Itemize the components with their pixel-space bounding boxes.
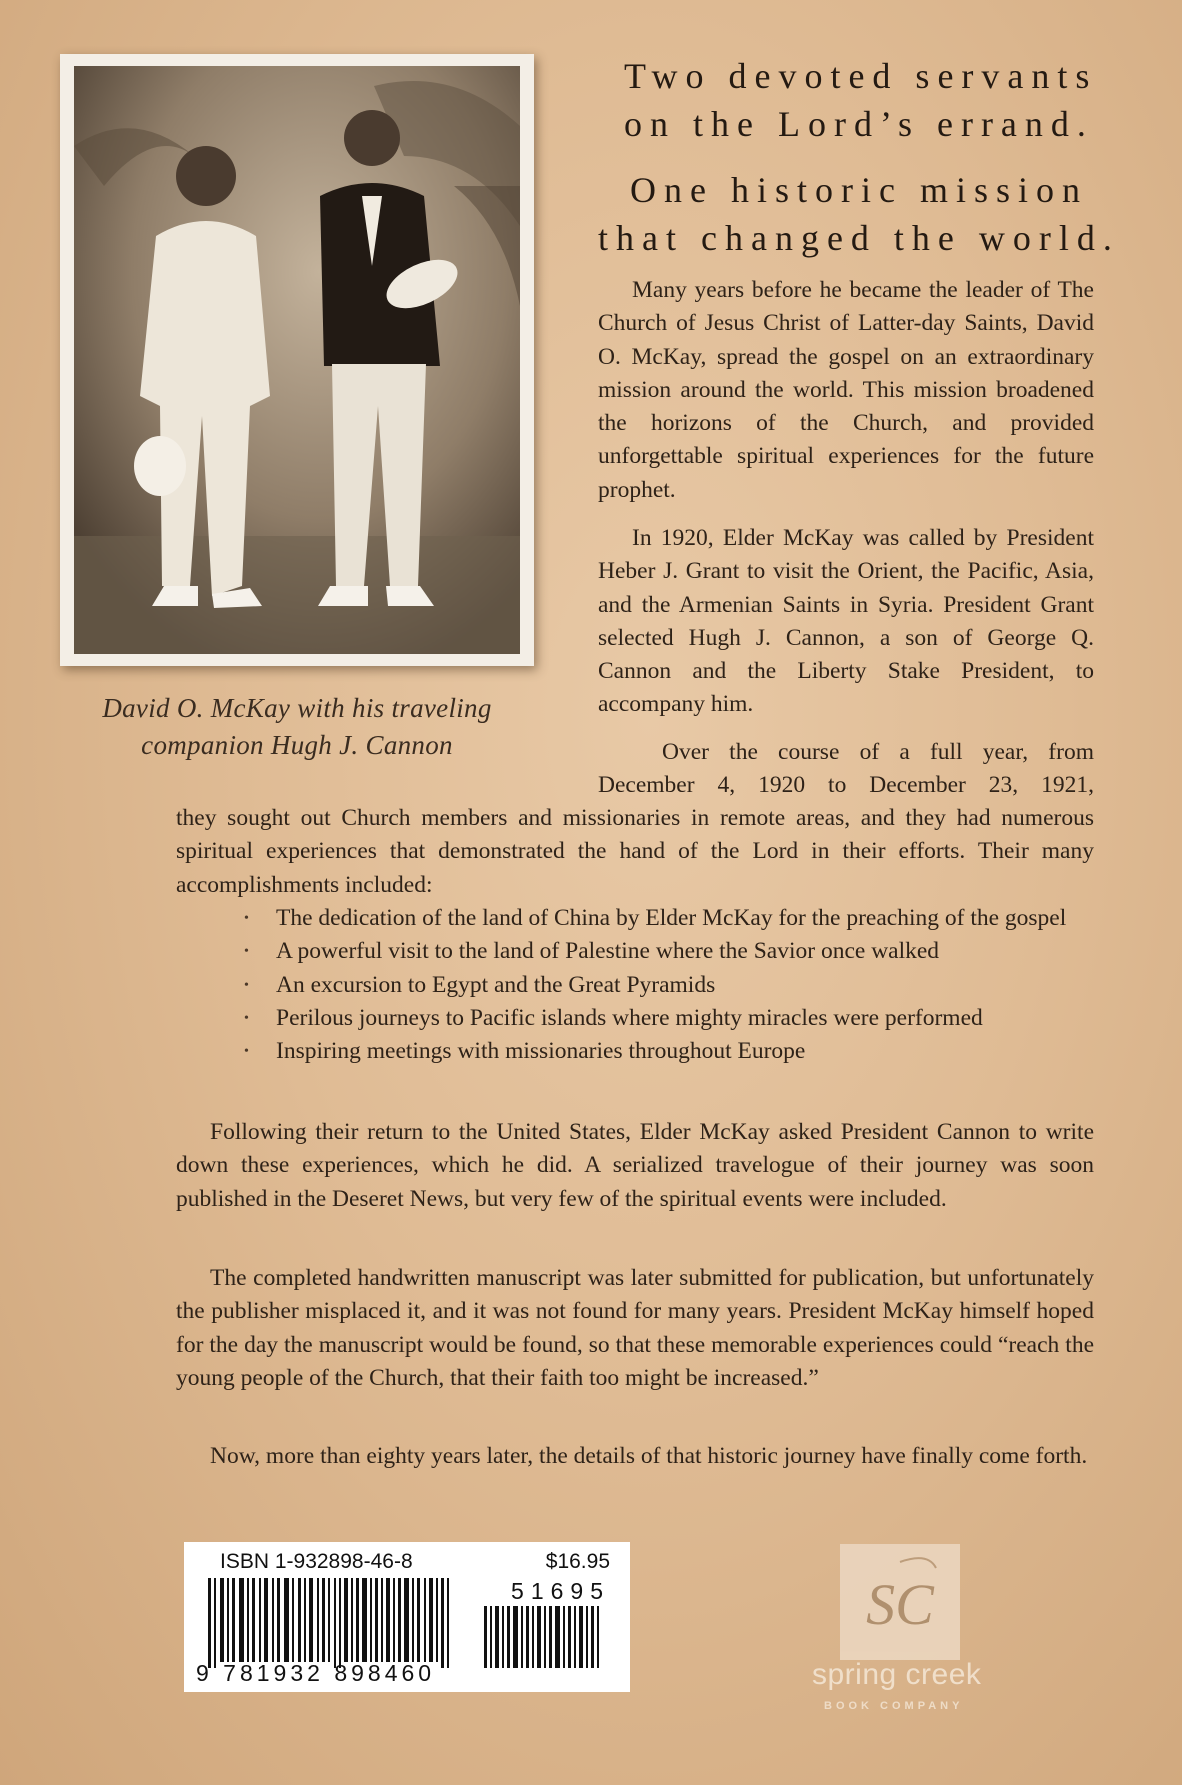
headline-line-4: that changed the world.	[598, 218, 1120, 258]
publisher-subtitle: BOOK COMPANY	[824, 1700, 964, 1712]
list-item: • Inspiring meetings with missionaries throughout Europe	[242, 1035, 1094, 1068]
headline-line-2: on the Lord’s errand.	[624, 104, 1094, 144]
paragraph-4: Following their return to the United States, Elder McKay asked President Cannon to write down these experiences, which he did. A serialized travelogue of their journey was soon published in the Deseret News, but very few of the spiritual events were included.	[176, 1119, 1094, 1212]
caption-line-2: companion Hugh J. Cannon	[141, 730, 453, 760]
publisher-monogram-logo	[840, 1544, 960, 1660]
headline-line-3: One historic mission	[630, 170, 1088, 210]
list-item: • Perilous journeys to Pacific islands where mighty miracles were performed	[242, 1002, 1094, 1035]
caption-line-1: David O. McKay with his traveling	[102, 693, 492, 723]
isbn-barcode	[184, 1542, 630, 1692]
price-label: $16.95	[545, 1550, 610, 1573]
monogram-text: SC	[866, 1572, 934, 1637]
list-item: • An excursion to Egypt and the Great Pyramids	[242, 969, 1094, 1002]
paragraph-3-continued: they sought out Church members and missionaries in remote areas, and they had numerous spiritual experiences that demonstrated the hand of the Lord in their efforts. Their many accomplishments included:	[176, 805, 1094, 898]
paragraph-6: Now, more than eighty years later, the details of that historic journey have finally come forth.	[210, 1443, 1088, 1469]
paragraph-3-start: Over the course of a full year, from December 4, 1920 to December 23, 1921,	[598, 739, 1094, 799]
headline-line-1: Two devoted servants	[624, 56, 1098, 96]
headline	[598, 52, 1158, 262]
list-item: • A powerful visit to the land of Palestine where the Savior once walked	[242, 935, 1094, 968]
publisher-name: spring creek	[812, 1658, 982, 1691]
portrait-illustration	[74, 66, 520, 654]
paragraph-1: Many years before he became the leader of The Church of Jesus Christ of Latter-day Saints, David O. McKay, spread the gospel on an extraordinary mission around the world. This mission broadened the horizons of the Church, and provided unforgettable spiritual experiences for the future prophet.	[598, 277, 1094, 503]
ean-digits: 9 781932 898460	[196, 1660, 436, 1686]
accomplishments-list	[242, 902, 1094, 1068]
portrait-photograph	[74, 66, 520, 654]
list-item: • The dedication of the land of China by Elder McKay for the preaching of the gospel	[242, 902, 1094, 935]
monogram-icon	[840, 1544, 960, 1660]
isbn-label: ISBN 1-932898-46-8	[220, 1550, 413, 1573]
price-code: 51695	[511, 1578, 610, 1604]
paragraph-2: In 1920, Elder McKay was called by President Heber J. Grant to visit the Orient, the Pacific, Asia, and the Armenian Saints in Syria. President Grant selected Hugh J. Cannon, a son of George Q. Cannon and the Liberty Stake President, to accompany him.	[598, 525, 1094, 718]
paragraph-5: The completed handwritten manuscript was later submitted for publication, but unfortunately the publisher misplaced it, and it was not found for many years. President McKay himself hoped for the day the manuscript would be found, so that these memorable experiences could “reach the young people of the Church, that their faith too might be increased.”	[176, 1265, 1094, 1391]
photo-caption	[60, 690, 534, 764]
photograph-frame	[60, 54, 534, 666]
